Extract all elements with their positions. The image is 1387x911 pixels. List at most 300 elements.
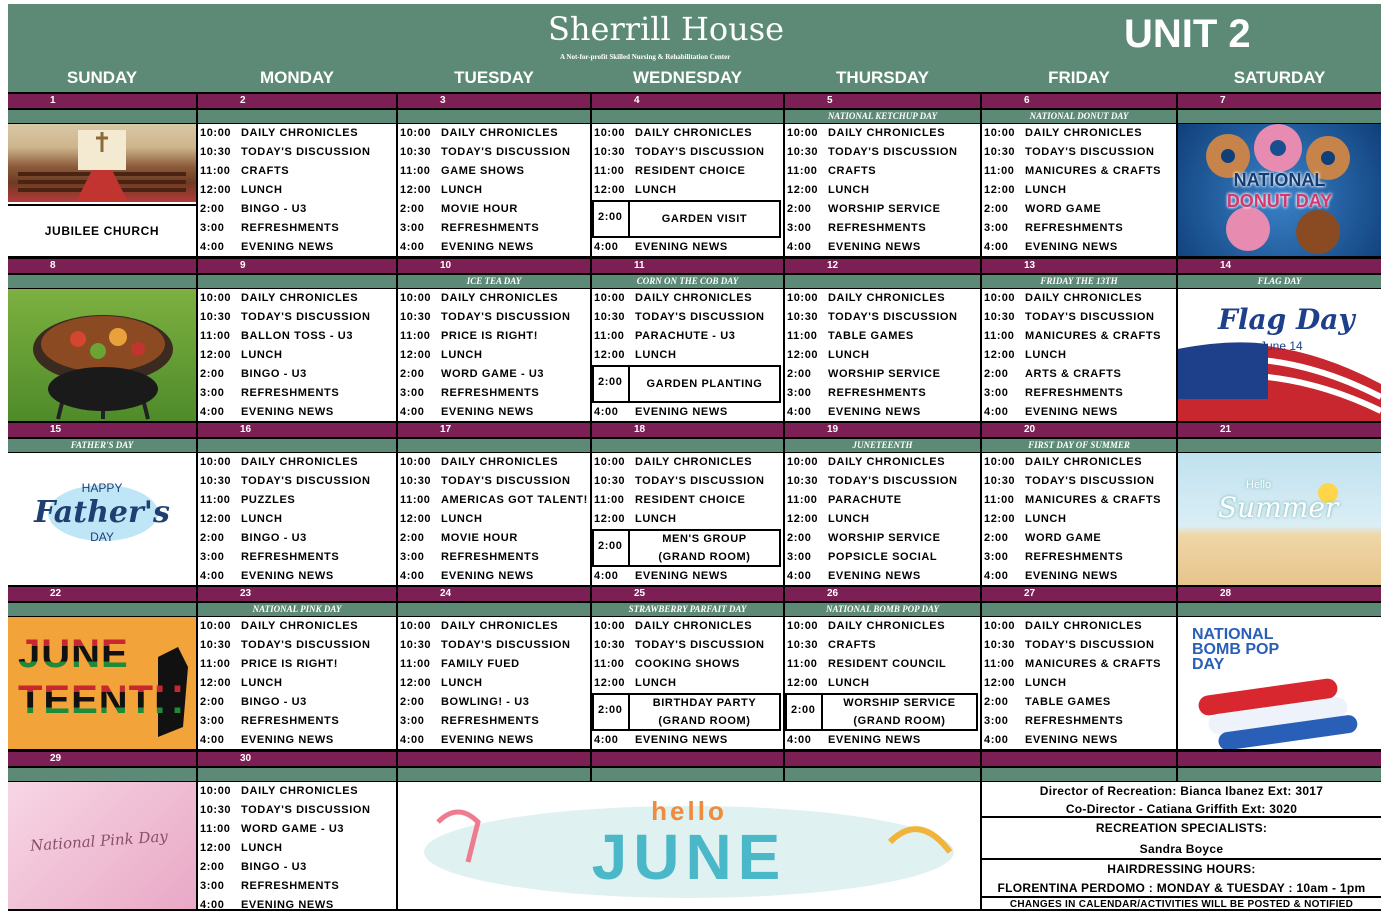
grill-image — [8, 289, 196, 421]
pink-title: National Pink Day — [29, 827, 169, 855]
activity-time: 4:00 — [594, 241, 619, 253]
event-banner — [198, 439, 396, 452]
box-line: (GRAND ROOM) — [658, 715, 751, 727]
activity-time: 3:00 — [984, 387, 1009, 399]
activity-name: LUNCH — [635, 677, 677, 689]
activity-time: 2:00 — [791, 704, 816, 716]
activity-time: 10:30 — [787, 146, 819, 158]
day-cell — [1178, 289, 1381, 421]
activity-time: 10:30 — [200, 475, 232, 487]
activity-time: 2:00 — [200, 861, 225, 873]
event-banner — [1178, 768, 1381, 781]
activity-name: MOVIE HOUR — [441, 203, 518, 215]
activity-time: 11:00 — [787, 494, 818, 506]
juneteenth-line: TEENTH — [18, 678, 184, 722]
activity-name: LUNCH — [441, 677, 483, 689]
day-cell — [198, 782, 396, 909]
activity-time: 10:00 — [400, 620, 432, 632]
event-banner: NATIONAL KETCHUP DAY — [785, 110, 980, 123]
donut-image — [1178, 124, 1381, 256]
day-cell — [592, 124, 783, 256]
activity-name: ARTS & CRAFTS — [1025, 368, 1122, 380]
activity-time: 11:00 — [200, 823, 231, 835]
activity-name: DAILY CHRONICLES — [441, 620, 559, 632]
activity-name: GAME SHOWS — [441, 165, 525, 177]
day-number: 13 — [982, 259, 1176, 273]
activity-name: DAILY CHRONICLES — [1025, 620, 1143, 632]
box-line: (GRAND ROOM) — [853, 715, 946, 727]
event-banner: FRIDAY THE 13TH — [982, 275, 1176, 288]
day-cell — [1178, 453, 1381, 585]
staff-info-line: Director of Recreation: Bianca Ibanez Ext: 3017 — [1039, 784, 1324, 798]
activity-name: RESIDENT CHOICE — [635, 494, 746, 506]
activity-name: REFRESHMENTS — [1025, 387, 1124, 399]
event-banner: NATIONAL DONUT DAY — [982, 110, 1176, 123]
event-banner: CORN ON THE COB DAY — [592, 275, 783, 288]
activity-name: EVENING NEWS — [828, 241, 921, 253]
activity-time: 11:00 — [400, 494, 431, 506]
activity-name: EVENING NEWS — [241, 734, 334, 746]
activity-time: 2:00 — [400, 696, 425, 708]
activity-time: 4:00 — [984, 241, 1009, 253]
staff-info-line: Sandra Boyce — [982, 838, 1381, 860]
day-cell — [592, 453, 783, 585]
juneteenth-image — [8, 617, 196, 749]
day-name-sunday: SUNDAY — [66, 68, 138, 87]
activity-time: 10:00 — [984, 620, 1016, 632]
activity-time: 11:00 — [594, 494, 625, 506]
box-line: BIRTHDAY PARTY — [652, 697, 757, 709]
special-event-box — [785, 693, 978, 731]
activity-time: 11:00 — [400, 330, 431, 342]
activity-name: LUNCH — [1025, 513, 1067, 525]
activity-time: 10:30 — [594, 146, 626, 158]
activity-time: 4:00 — [984, 734, 1009, 746]
box-line: WORSHIP SERVICE — [843, 697, 956, 709]
day-cell — [785, 289, 980, 421]
activity-name: REFRESHMENTS — [241, 551, 340, 563]
day-cell — [198, 453, 396, 585]
day-number — [398, 752, 590, 766]
activity-name: CRAFTS — [828, 165, 877, 177]
day-number: 17 — [398, 423, 590, 437]
activity-time: 10:00 — [594, 456, 626, 468]
activity-name: REFRESHMENTS — [441, 715, 540, 727]
activity-time: 12:00 — [200, 513, 232, 525]
activity-time: 11:00 — [984, 330, 1015, 342]
church-caption: JUBILEE CHURCH — [8, 204, 196, 256]
event-banner — [398, 603, 590, 616]
activity-time: 11:00 — [984, 658, 1015, 670]
activity-name: TODAY'S DISCUSSION — [441, 146, 571, 158]
activity-time: 4:00 — [200, 406, 225, 418]
activity-time: 11:00 — [400, 658, 431, 670]
activity-time: 12:00 — [400, 513, 432, 525]
event-banner: FIRST DAY OF SUMMER — [982, 439, 1176, 452]
activity-time: 10:30 — [200, 804, 232, 816]
activity-time: 10:30 — [200, 639, 232, 651]
activity-name: EVENING NEWS — [441, 406, 534, 418]
activity-time: 4:00 — [400, 734, 425, 746]
activity-name: REFRESHMENTS — [241, 222, 340, 234]
activity-name: DAILY CHRONICLES — [241, 127, 359, 139]
day-number: 9 — [198, 259, 396, 273]
activity-time: 2:00 — [200, 532, 225, 544]
activity-time: 10:00 — [400, 127, 432, 139]
activity-time: 4:00 — [787, 241, 812, 253]
activity-name: TODAY'S DISCUSSION — [635, 311, 765, 323]
activity-time: 2:00 — [598, 540, 623, 552]
activity-name: REFRESHMENTS — [828, 387, 927, 399]
activity-time: 4:00 — [200, 570, 225, 582]
activity-time: 10:30 — [594, 311, 626, 323]
event-banner — [398, 439, 590, 452]
activity-name: TODAY'S DISCUSSION — [1025, 311, 1155, 323]
day-number — [1178, 752, 1381, 766]
activity-time: 3:00 — [787, 222, 812, 234]
activity-name: TODAY'S DISCUSSION — [1025, 475, 1155, 487]
activity-time: 3:00 — [200, 551, 225, 563]
activity-time: 11:00 — [200, 658, 231, 670]
activity-time: 3:00 — [400, 387, 425, 399]
activity-time: 10:30 — [400, 146, 432, 158]
page-title: Sherrill House — [548, 10, 785, 48]
activity-time: 11:00 — [200, 494, 231, 506]
staff-info-line: Co-Director - Catiana Griffith Ext: 3020 — [982, 800, 1381, 818]
activity-name: LUNCH — [828, 349, 870, 361]
activity-time: 10:30 — [594, 475, 626, 487]
day-number: 3 — [398, 94, 590, 108]
activity-name: REFRESHMENTS — [241, 715, 340, 727]
activity-time: 3:00 — [400, 715, 425, 727]
activity-time: 10:00 — [200, 456, 232, 468]
event-banner: NATIONAL BOMB POP DAY — [785, 603, 980, 616]
activity-time: 11:00 — [594, 658, 625, 670]
activity-name: DAILY CHRONICLES — [441, 456, 559, 468]
activity-time: 2:00 — [200, 696, 225, 708]
activity-name: WORSHIP SERVICE — [828, 203, 941, 215]
activity-name: EVENING NEWS — [241, 406, 334, 418]
activity-name: LUNCH — [441, 349, 483, 361]
activity-time: 2:00 — [787, 532, 812, 544]
day-cell — [982, 453, 1176, 585]
event-banner — [8, 603, 196, 616]
father-line: HAPPY — [81, 481, 123, 495]
activity-name: COOKING SHOWS — [635, 658, 740, 670]
activity-time: 10:30 — [400, 311, 432, 323]
day-number: 26 — [785, 587, 980, 601]
activity-time: 2:00 — [200, 203, 225, 215]
day-cell — [198, 124, 396, 256]
day-name-tuesday: TUESDAY — [454, 68, 534, 87]
event-banner — [398, 768, 590, 781]
activity-name: BALLON TOSS - U3 — [241, 330, 354, 342]
activity-time: 2:00 — [787, 203, 812, 215]
activity-time: 3:00 — [984, 551, 1009, 563]
activity-name — [823, 694, 976, 730]
activity-time: 3:00 — [787, 551, 812, 563]
staff-info-line: FLORENTINA PERDOMO : MONDAY & TUESDAY : 10am - 1pm — [982, 878, 1381, 898]
day-number: 1 — [8, 94, 196, 108]
day-number: 21 — [1178, 423, 1381, 437]
bombpop-line: DAY — [1192, 656, 1225, 673]
activity-time: 10:00 — [594, 127, 626, 139]
summer-text — [1218, 479, 1338, 524]
activity-name: DAILY CHRONICLES — [241, 456, 359, 468]
activity-time: 11:00 — [984, 494, 1015, 506]
donut-title — [1178, 170, 1381, 212]
activity-name: LUNCH — [241, 513, 283, 525]
day-name-friday: FRIDAY — [1048, 68, 1110, 87]
activity-time: 3:00 — [787, 387, 812, 399]
activity-name: EVENING NEWS — [828, 406, 921, 418]
activity-time: 10:30 — [787, 639, 819, 651]
activity-name: EVENING NEWS — [635, 241, 728, 253]
activity-name: BOWLING! - U3 — [441, 696, 530, 708]
activity-name: WORD GAME - U3 — [441, 368, 545, 380]
activity-name: BINGO - U3 — [241, 203, 307, 215]
activity-name: REFRESHMENTS — [1025, 222, 1124, 234]
activity-time: 12:00 — [984, 513, 1016, 525]
activity-name: CRAFTS — [828, 639, 877, 651]
juneteenth-line: JUNE — [18, 631, 184, 677]
day-cell — [982, 124, 1176, 256]
juneteenth-text — [18, 631, 184, 723]
activity-name: EVENING NEWS — [441, 241, 534, 253]
activity-time: 10:00 — [787, 456, 819, 468]
activity-time: 10:00 — [200, 785, 232, 797]
bombpop-line: BOMB POP — [1192, 641, 1280, 658]
day-name-monday: MONDAY — [260, 68, 334, 87]
day-cell — [1178, 124, 1381, 256]
day-number: 6 — [982, 94, 1176, 108]
staff-info-line: RECREATION SPECIALISTS: — [1095, 821, 1268, 835]
activity-time: 4:00 — [984, 570, 1009, 582]
hello-june-banner — [398, 782, 980, 909]
activity-time: 4:00 — [787, 406, 812, 418]
activity-name: DAILY CHRONICLES — [1025, 127, 1143, 139]
activity-time: 12:00 — [984, 184, 1016, 196]
activity-time: 12:00 — [787, 677, 819, 689]
activity-name: TODAY'S DISCUSSION — [241, 146, 371, 158]
activity-name: TODAY'S DISCUSSION — [241, 804, 371, 816]
event-banner — [982, 603, 1176, 616]
activity-time: 2:00 — [598, 211, 623, 223]
activity-time: 10:00 — [594, 292, 626, 304]
activity-time: 10:00 — [984, 292, 1016, 304]
activity-name: RESIDENT CHOICE — [635, 165, 746, 177]
activity-time: 3:00 — [200, 880, 225, 892]
bombpop-title — [1192, 627, 1279, 672]
day-number: 10 — [398, 259, 590, 273]
activity-name: REFRESHMENTS — [1025, 551, 1124, 563]
activity-name: REFRESHMENTS — [828, 222, 927, 234]
activity-time: 12:00 — [400, 349, 432, 361]
event-banner — [592, 768, 783, 781]
day-number — [592, 752, 783, 766]
activity-time: 10:00 — [984, 456, 1016, 468]
day-number: 28 — [1178, 587, 1381, 601]
activity-name: PARACHUTE — [828, 494, 902, 506]
day-number: 30 — [198, 752, 396, 766]
activity-name: PARACHUTE - U3 — [635, 330, 736, 342]
activity-name: LUNCH — [635, 513, 677, 525]
activity-time: 12:00 — [200, 349, 232, 361]
activity-time: 12:00 — [594, 677, 626, 689]
event-banner — [982, 768, 1176, 781]
activity-name: POPSICLE SOCIAL — [828, 551, 938, 563]
activity-name: WORD GAME — [1025, 203, 1102, 215]
activity-name: REFRESHMENTS — [241, 387, 340, 399]
activity-time: 2:00 — [984, 532, 1009, 544]
activity-time: 4:00 — [594, 734, 619, 746]
activity-time: 12:00 — [200, 842, 232, 854]
box-line: GARDEN VISIT — [661, 213, 748, 225]
summer-line: Summer — [1218, 491, 1339, 524]
calendar — [8, 4, 1381, 911]
day-number: 19 — [785, 423, 980, 437]
day-number: 25 — [592, 587, 783, 601]
day-number: 11 — [592, 259, 783, 273]
activity-name: AMERICAS GOT TALENT! — [441, 494, 588, 506]
activity-name: LUNCH — [241, 184, 283, 196]
activity-time: 2:00 — [984, 368, 1009, 380]
activity-name: CRAFTS — [241, 165, 290, 177]
day-number: 15 — [8, 423, 196, 437]
activity-name: TODAY'S DISCUSSION — [441, 639, 571, 651]
activity-time: 10:00 — [200, 292, 232, 304]
activity-time: 10:30 — [787, 475, 819, 487]
activity-time: 4:00 — [787, 570, 812, 582]
activity-name: TODAY'S DISCUSSION — [241, 639, 371, 651]
day-name-thursday: THURSDAY — [836, 68, 929, 87]
special-event-box — [592, 365, 781, 403]
activity-name: TODAY'S DISCUSSION — [241, 475, 371, 487]
activity-time: 4:00 — [984, 406, 1009, 418]
event-banner — [8, 110, 196, 123]
day-number: 16 — [198, 423, 396, 437]
day-number: 24 — [398, 587, 590, 601]
activity-time: 2:00 — [598, 704, 623, 716]
activity-name: REFRESHMENTS — [441, 551, 540, 563]
activity-time: 3:00 — [984, 222, 1009, 234]
activity-name: EVENING NEWS — [1025, 570, 1118, 582]
event-banner — [8, 768, 196, 781]
donut-line: DONUT DAY — [1226, 191, 1333, 211]
day-cell — [785, 617, 980, 749]
activity-name: LUNCH — [1025, 677, 1067, 689]
event-banner: FLAG DAY — [1178, 275, 1381, 288]
activity-time: 10:30 — [984, 311, 1016, 323]
activity-name — [630, 375, 779, 393]
activity-name: EVENING NEWS — [828, 734, 921, 746]
activity-name: EVENING NEWS — [1025, 406, 1118, 418]
activity-name: LUNCH — [241, 842, 283, 854]
day-cell — [8, 617, 196, 749]
activity-name: REFRESHMENTS — [441, 222, 540, 234]
activity-time: 12:00 — [594, 184, 626, 196]
activity-name: WORD GAME - U3 — [241, 823, 345, 835]
activity-name — [630, 210, 779, 228]
activity-name: PRICE IS RIGHT! — [241, 658, 339, 670]
day-name-wednesday: WEDNESDAY — [633, 68, 742, 87]
activity-time: 4:00 — [400, 406, 425, 418]
event-banner: NATIONAL PINK DAY — [198, 603, 396, 616]
activity-time: 12:00 — [787, 513, 819, 525]
special-event-box — [592, 200, 781, 238]
activity-time: 10:30 — [594, 639, 626, 651]
activity-time: 2:00 — [787, 368, 812, 380]
activity-time: 11:00 — [200, 330, 231, 342]
activity-time: 10:00 — [787, 292, 819, 304]
activity-name: REFRESHMENTS — [441, 387, 540, 399]
activity-name: DAILY CHRONICLES — [1025, 456, 1143, 468]
activity-name: EVENING NEWS — [828, 570, 921, 582]
day-number: 20 — [982, 423, 1176, 437]
activity-time: 10:00 — [787, 620, 819, 632]
activity-time: 2:00 — [984, 696, 1009, 708]
activity-time: 10:30 — [984, 639, 1016, 651]
activity-time: 2:00 — [200, 368, 225, 380]
activity-time: 10:30 — [200, 146, 232, 158]
activity-name: WORSHIP SERVICE — [828, 532, 941, 544]
day-cell — [982, 289, 1176, 421]
activity-time: 12:00 — [400, 184, 432, 196]
activity-name: TODAY'S DISCUSSION — [441, 475, 571, 487]
flag-date: June 14 — [1260, 339, 1303, 353]
activity-time: 12:00 — [200, 677, 232, 689]
box-line: GARDEN PLANTING — [646, 378, 763, 390]
activity-time: 10:00 — [400, 456, 432, 468]
activity-time: 4:00 — [594, 406, 619, 418]
activity-time: 2:00 — [400, 532, 425, 544]
day-number: 12 — [785, 259, 980, 273]
event-banner — [592, 110, 783, 123]
activity-name: TODAY'S DISCUSSION — [1025, 639, 1155, 651]
activity-name: BINGO - U3 — [241, 696, 307, 708]
activity-name: REFRESHMENTS — [1025, 715, 1124, 727]
bombpop-line: NATIONAL — [1192, 626, 1274, 643]
activity-time: 12:00 — [400, 677, 432, 689]
day-number: 8 — [8, 259, 196, 273]
day-cell — [8, 782, 196, 909]
activity-name: LUNCH — [828, 513, 870, 525]
activity-time: 10:30 — [200, 311, 232, 323]
day-cell — [398, 617, 590, 749]
activity-time: 4:00 — [200, 899, 225, 909]
flag-title: Flag Day — [1218, 303, 1355, 336]
activity-name: FAMILY FUED — [441, 658, 520, 670]
day-cell — [198, 289, 396, 421]
activity-name: TABLE GAMES — [828, 330, 914, 342]
activity-time: 11:00 — [400, 165, 431, 177]
activity-name: MOVIE HOUR — [441, 532, 518, 544]
activity-name: EVENING NEWS — [1025, 734, 1118, 746]
activity-time: 10:00 — [984, 127, 1016, 139]
unit-label: UNIT 2 — [1124, 12, 1251, 56]
activity-name: DAILY CHRONICLES — [241, 620, 359, 632]
day-number: 14 — [1178, 259, 1381, 273]
day-number: 27 — [982, 587, 1176, 601]
event-banner — [198, 110, 396, 123]
activity-name: TODAY'S DISCUSSION — [1025, 146, 1155, 158]
activity-name: EVENING NEWS — [635, 406, 728, 418]
activity-time: 11:00 — [200, 165, 231, 177]
activity-name: LUNCH — [828, 677, 870, 689]
activity-name: EVENING NEWS — [1025, 241, 1118, 253]
event-banner — [398, 110, 590, 123]
father-image — [8, 453, 196, 585]
